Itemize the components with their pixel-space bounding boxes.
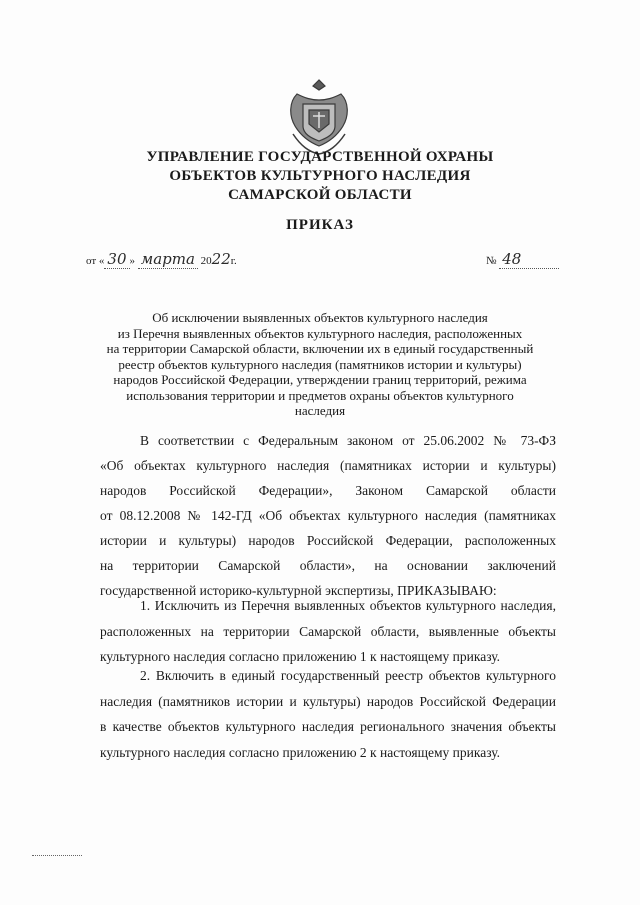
coat-of-arms-icon: [283, 76, 355, 158]
body-line: наследия (памятников истории и культуры) народов Российской Федерации: [100, 693, 556, 709]
agency-line-2: ОБЪЕКТОВ КУЛЬТУРНОГО НАСЛЕДИЯ: [169, 168, 471, 184]
date-end: г.: [230, 255, 237, 267]
subject-line: использования территории и предметов охраны объектов культурного: [126, 387, 514, 403]
date-mid: »: [129, 255, 138, 267]
subject-line: на территории Самарской области, включении их в единый государственный: [106, 341, 534, 356]
body-line: на территории Самарской области», на основании заключений: [100, 558, 556, 573]
subject-line: народов Российской Федерации, утверждении границ территорий, режима: [113, 372, 527, 387]
date-year-suffix: 22: [211, 250, 231, 268]
body-line: 2. Включить в единый государственный реестр объектов культурного: [140, 668, 556, 683]
agency-line-3: САМАРСКОЙ ОБЛАСТИ: [228, 187, 412, 203]
subject-line: из Перечня выявленных объектов культурного наследия, расположенных: [117, 325, 523, 341]
subject-line: наследия: [294, 403, 346, 418]
body-line: расположенных на территории Самарской области, выявленные объекты: [100, 623, 556, 639]
paragraph-preamble: [100, 428, 556, 603]
date-month: марта: [138, 250, 198, 269]
body-line: 1. Исключить из Перечня выявленных объектов культурного наследия,: [140, 598, 556, 613]
date-day: 30: [104, 250, 129, 269]
body-line: истории и культуры) народов Российской Федерации, расположенных: [100, 533, 556, 548]
order-subject: [90, 310, 550, 419]
body-line: «Об объектах культурного наследия (памятниках истории и культуры): [100, 458, 556, 473]
order-title: ПРИКАЗ: [286, 217, 354, 233]
subject-line: Об исключении выявленных объектов культурного наследия: [152, 310, 488, 325]
body-line: от 08.12.2008 № 142-ГД «Об объектах культурного наследия (памятниках: [100, 508, 556, 523]
subject-line: реестр объектов культурного наследия (памятников истории и культуры): [118, 356, 522, 372]
number-value: 48: [499, 250, 559, 269]
number-label: №: [486, 255, 497, 267]
date-prefix: от «: [86, 255, 105, 267]
order-number: [486, 250, 559, 269]
agency-name: [0, 148, 640, 205]
agency-line-1: УПРАВЛЕНИЕ ГОСУДАРСТВЕННОЙ ОХРАНЫ: [146, 149, 494, 165]
body-line: культурного наследия согласно приложению 1 к настоящему приказу.: [100, 649, 501, 664]
body-line: государственной историко-культурной экспертизы, ПРИКАЗЫВАЮ:: [100, 583, 497, 598]
body-line: культурного наследия согласно приложению 2 к настоящему приказу.: [100, 744, 501, 760]
body-line: народов Российской Федерации», Законом Самарской области: [100, 483, 556, 498]
date-year-prefix: 20: [197, 255, 212, 267]
order-date: [86, 250, 237, 268]
footer-mark: [32, 855, 82, 856]
body-line: В соответствии с Федеральным законом от 25.06.2002 № 73-ФЗ: [140, 433, 556, 448]
body-line: в качестве объектов культурного наследия регионального значения объекты: [100, 719, 556, 734]
paragraph-item-1: [100, 593, 556, 670]
paragraph-item-2: [100, 663, 556, 765]
